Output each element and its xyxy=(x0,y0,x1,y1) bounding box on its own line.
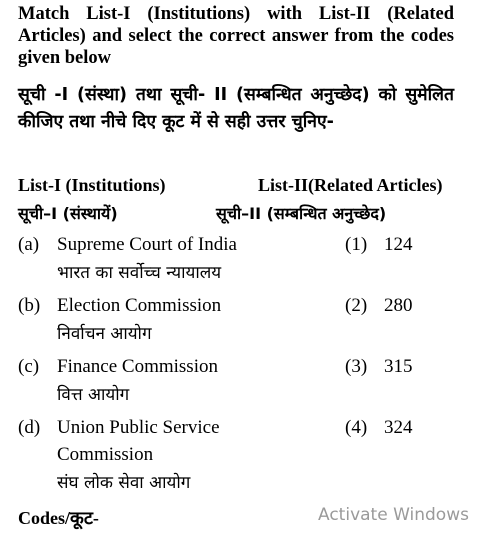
item-name-hindi: निर्वाचन आयोग xyxy=(57,324,152,344)
item-label: (a) xyxy=(18,234,40,255)
item-name-hindi: संघ लोक सेवा आयोग xyxy=(57,473,191,493)
activate-windows-watermark: Activate Windows xyxy=(318,505,469,525)
item-name-hindi: वित्त आयोग xyxy=(57,385,130,405)
item-name-english: Finance Commission xyxy=(57,356,218,377)
list2-header-english: List-II(Related Articles) xyxy=(258,175,443,195)
article-label: (4) xyxy=(345,417,368,438)
codes-label: Codes/कूट- xyxy=(18,508,99,528)
question-hindi: सूची -I (संस्था) तथा सूची- II (सम्बन्धित अनुच्छेद) को सुमेलित कीजिए तथा नीचे दिए कूट में से सही उत्तर चुनिए- xyxy=(18,85,454,132)
item-name-english: Supreme Court of India xyxy=(57,234,237,255)
item-name-english: Union Public Service xyxy=(57,417,220,438)
item-label: (c) xyxy=(18,356,40,377)
item-label: (b) xyxy=(18,295,41,316)
article-number: 315 xyxy=(384,356,413,377)
item-name-english: Election Commission xyxy=(57,295,222,316)
article-label: (3) xyxy=(345,356,368,377)
article-number: 324 xyxy=(384,417,413,438)
article-label: (1) xyxy=(345,234,368,255)
article-number: 124 xyxy=(384,234,413,255)
list1-header-hindi: सूची–I (संस्थायें) xyxy=(18,204,118,223)
article-label: (2) xyxy=(345,295,368,316)
list1-header-english: List-I (Institutions) xyxy=(18,175,166,195)
item-name-english-line2: Commission xyxy=(57,444,154,465)
article-number: 280 xyxy=(384,295,413,316)
item-label: (d) xyxy=(18,417,41,438)
list2-header-hindi: सूची–II (सम्बन्धित अनुच्छेद) xyxy=(216,204,387,223)
question-english: Match List-I (Institutions) with List-II (Related Articles) and select the correct answer from the codes given below xyxy=(18,4,454,68)
item-name-hindi: भारत का सर्वोच्च न्यायालय xyxy=(57,263,222,283)
